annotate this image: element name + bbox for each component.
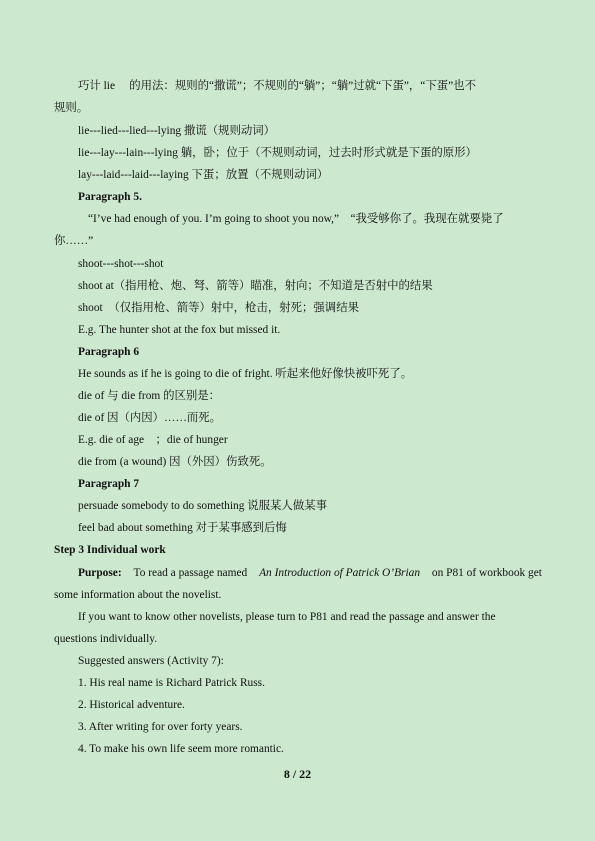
instruction-line-2: questions individually. [54,633,158,645]
purpose-line-2: some information about the novelist. [54,589,222,601]
die-example: E.g. die of age ；die of hunger [78,434,228,446]
step-3-heading: Step 3 Individual work [54,544,166,556]
purpose-label: Purpose: [78,567,122,579]
persuade-phrase: persuade somebody to do something 说服某人做某事 [78,500,327,512]
lay-forms: lay---laid---laid---laying 下蛋；放置（不规则动词） [78,169,329,181]
shoot-example: E.g. The hunter shot at the fox but missed it. [78,324,281,336]
answers-heading: Suggested answers (Activity 7): [78,655,224,667]
instruction-line-1: If you want to know other novelists, please turn to P81 and read the passage and answer the [78,611,496,623]
paragraph-6-heading: Paragraph 6 [78,346,140,358]
lie-forms-irregular: lie---lay---lain---lying 躺，卧；位于（不规则动词，过去时形式就是下蛋的原形） [78,147,477,159]
paragraph-7-heading: Paragraph 7 [78,478,140,490]
answer-item: 4. To make his own life seem more romantic. [78,743,284,755]
die-of-from-difference: die of 与 die from 的区别是： [78,390,221,402]
paragraph-5-quote-line-2: 你……” [54,235,94,247]
purpose-title: An Introduction of Patrick O’Brian [259,567,421,579]
purpose-line-1 [78,566,542,581]
lie-intro-line-2: 规则。 [54,102,89,114]
paragraph-5-quote-line-1: “I’ve had enough of you. I’m going to shoot you now,” “我受够你了。我现在就要毙了 [88,213,504,225]
answer-item: 3. After writing for over forty years. [78,721,243,733]
feel-bad-phrase: feel bad about something 对于某事感到后悔 [78,522,287,534]
die-of-definition: die of 因（内因）……而死。 [78,412,222,424]
lie-intro-line-1: 巧计 lie 的用法：规则的“撒谎”；不规则的“躺”；“躺”过就“下蛋”，“下蛋”也不 [78,80,476,92]
purpose-text-a: To read a passage named [133,567,248,579]
shoot-definition: shoot （仅指用枪、箭等）射中，枪击，射死；强调结果 [78,302,359,314]
paragraph-5-heading: Paragraph 5. [78,191,142,203]
lie-forms-regular: lie---lied---lied---lying 撒谎（规则动词） [78,125,276,137]
purpose-text-b: on P81 of workbook get [431,567,542,579]
page-number: 8 / 22 [283,767,312,781]
die-from-definition: die from (a wound) 因（外因）伤致死。 [78,456,272,468]
paragraph-6-sentence: He sounds as if he is going to die of fright. 听起来他好像快被吓死了。 [78,368,413,380]
answer-item: 1. His real name is Richard Patrick Russ. [78,677,265,689]
shoot-at-definition: shoot at（指用枪、炮、弩、箭等）瞄准，射向；不知道是否射中的结果 [78,280,433,292]
shoot-forms: shoot---shot---shot [78,258,164,270]
answer-item: 2. Historical adventure. [78,699,185,711]
